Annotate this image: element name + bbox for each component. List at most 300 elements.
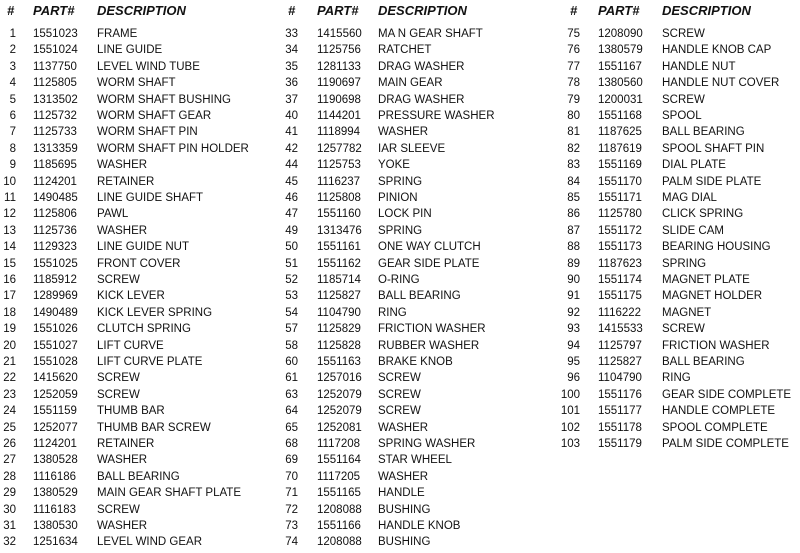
part-number: 1251634 [33, 536, 78, 549]
part-number: 1313476 [317, 224, 362, 237]
part-number: 1129323 [33, 241, 77, 254]
item-number: 40 [285, 110, 298, 122]
part-description: WORM SHAFT GEAR [97, 110, 212, 122]
item-number: 75 [567, 28, 580, 40]
part-description: HANDLE KNOB CAP [662, 44, 772, 57]
part-number: 1125827 [598, 356, 642, 368]
table-row [0, 108, 800, 124]
part-number: 1551023 [33, 28, 78, 40]
item-number: 96 [567, 372, 580, 385]
part-description: FRICTION WASHER [378, 323, 486, 336]
part-number: 1551162 [317, 257, 361, 270]
part-description: SCREW [97, 388, 140, 401]
part-description: FRICTION WASHER [662, 339, 770, 352]
item-number: 95 [567, 356, 580, 368]
item-number: 8 [9, 142, 16, 155]
part-number: 1551159 [33, 405, 77, 418]
item-number: 51 [285, 257, 298, 270]
part-description: MAGNET PLATE [662, 274, 750, 286]
item-number: 49 [285, 224, 298, 237]
header-description: DESCRIPTION [97, 3, 186, 18]
part-description: LINE GUIDE [97, 44, 163, 57]
part-number: 1125733 [33, 126, 77, 139]
part-number: 1125753 [317, 159, 361, 172]
part-description: WASHER [378, 421, 429, 434]
part-number: 1551027 [33, 339, 78, 352]
part-number: 1125797 [598, 339, 642, 352]
part-number: 1252079 [317, 405, 362, 418]
part-description: SCREW [662, 93, 705, 106]
part-description: WASHER [378, 470, 429, 483]
item-number: 10 [3, 175, 16, 188]
table-row [0, 288, 800, 304]
item-number: 86 [567, 208, 580, 221]
part-number: 1551161 [317, 241, 361, 254]
item-number: 26 [3, 438, 16, 450]
header-number: # [7, 3, 15, 18]
part-number: 1313359 [33, 142, 78, 155]
item-number: 37 [285, 93, 298, 106]
item-number: 15 [3, 257, 16, 270]
part-number: 1551176 [598, 388, 642, 401]
part-number: 1125732 [33, 110, 77, 122]
part-number: 1551026 [33, 323, 78, 336]
part-number: 1125756 [317, 44, 361, 57]
item-number: 73 [285, 520, 298, 532]
part-description: LIFT CURVE [97, 339, 164, 352]
part-number: 1187619 [598, 142, 642, 155]
part-description: FRAME [97, 28, 138, 40]
item-number: 12 [3, 208, 16, 221]
part-number: 1551172 [598, 224, 642, 237]
part-description: O-RING [378, 274, 420, 286]
part-description: WORM SHAFT BUSHING [97, 93, 231, 106]
part-description: KICK LEVER SPRING [97, 306, 213, 319]
part-number: 1551165 [317, 487, 361, 500]
part-description: WASHER [97, 520, 148, 532]
part-number: 1208088 [317, 503, 362, 516]
part-description: HANDLE NUT COVER [662, 77, 780, 90]
part-description: STAR WHEEL [378, 454, 452, 467]
item-number: 84 [567, 175, 580, 188]
part-number: 1252077 [33, 421, 78, 434]
item-number: 35 [285, 60, 298, 73]
item-number: 93 [567, 323, 580, 336]
item-number: 87 [567, 224, 580, 237]
part-number: 1125736 [33, 224, 77, 237]
item-number: 63 [285, 388, 298, 401]
table-row [0, 387, 800, 403]
part-number: 1104790 [598, 372, 642, 385]
part-number: 1380530 [33, 520, 78, 532]
part-number: 1190698 [317, 93, 361, 106]
part-description: MAGNET [662, 306, 712, 319]
item-number: 5 [9, 93, 16, 106]
item-number: 85 [567, 192, 580, 204]
part-number: 1252079 [317, 388, 362, 401]
part-number: 1551177 [598, 405, 642, 418]
part-number: 1380529 [33, 487, 78, 500]
item-number: 45 [285, 175, 298, 188]
part-description: WASHER [97, 454, 148, 467]
part-number: 1551179 [598, 438, 642, 450]
part-description: SPRING [378, 224, 423, 237]
part-number: 1125808 [317, 192, 361, 204]
part-description: DRAG WASHER [378, 60, 465, 73]
table-row [0, 420, 800, 436]
part-description: RING [662, 372, 691, 385]
item-number: 69 [285, 454, 298, 467]
part-number: 1125828 [317, 339, 361, 352]
item-number: 27 [3, 454, 16, 467]
table-row [0, 124, 800, 140]
part-description: PALM SIDE PLATE [662, 175, 762, 188]
item-number: 58 [285, 339, 298, 352]
part-number: 1490485 [33, 192, 78, 204]
part-description: KICK LEVER [97, 290, 165, 303]
part-description: BALL BEARING [97, 470, 180, 483]
table-row [0, 256, 800, 272]
item-number: 22 [3, 372, 16, 385]
item-number: 3 [9, 60, 16, 73]
part-description: MA N GEAR SHAFT [378, 28, 483, 40]
part-description: LINE GUIDE NUT [97, 241, 190, 254]
item-number: 100 [560, 388, 580, 401]
item-number: 74 [285, 536, 298, 549]
part-number: 1185695 [33, 159, 77, 172]
part-description: BEARING HOUSING [662, 241, 771, 254]
table-row [0, 321, 800, 337]
part-description: LEVEL WIND TUBE [97, 60, 200, 73]
header-number: # [288, 3, 296, 18]
item-number: 29 [3, 487, 16, 500]
part-number: 1137750 [33, 60, 77, 73]
item-number: 13 [3, 224, 16, 237]
part-description: DIAL PLATE [662, 159, 726, 172]
part-number: 1116186 [33, 470, 77, 483]
item-number: 28 [3, 470, 16, 483]
part-description: LEVEL WIND GEAR [97, 536, 203, 549]
item-number: 21 [3, 356, 16, 368]
part-description: YOKE [378, 159, 410, 172]
part-description: SPRING WASHER [378, 438, 476, 450]
item-number: 46 [285, 192, 298, 204]
part-description: MAIN GEAR SHAFT PLATE [97, 487, 241, 500]
part-description: SCREW [97, 372, 140, 385]
item-number: 83 [567, 159, 580, 172]
part-description: LIFT CURVE PLATE [97, 356, 203, 368]
table-row [0, 42, 800, 58]
item-number: 4 [9, 77, 16, 90]
part-description: SCREW [97, 274, 140, 286]
header-part-number: PART# [317, 3, 359, 18]
item-number: 54 [285, 306, 298, 319]
table-row [0, 305, 800, 321]
header-part-number: PART# [33, 3, 75, 18]
part-description: RATCHET [378, 44, 432, 57]
part-number: 1257016 [317, 372, 362, 385]
item-number: 64 [285, 405, 298, 418]
header-part-number: PART# [598, 3, 640, 18]
part-description: SPRING [662, 257, 707, 270]
item-number: 91 [567, 290, 580, 303]
part-description: GEAR SIDE PLATE [378, 257, 480, 270]
item-number: 101 [560, 405, 580, 418]
part-description: BRAKE KNOB [378, 356, 453, 368]
part-number: 1551167 [598, 60, 642, 73]
part-number: 1125806 [33, 208, 77, 221]
part-number: 1190697 [317, 77, 361, 90]
item-number: 24 [3, 405, 16, 418]
part-description: HANDLE NUT [662, 60, 736, 73]
table-row [0, 452, 800, 468]
part-description: RING [378, 306, 407, 319]
item-number: 65 [285, 421, 298, 434]
item-number: 92 [567, 306, 580, 319]
table-row [0, 338, 800, 354]
part-description: BUSHING [378, 536, 431, 549]
part-description: ONE WAY CLUTCH [378, 241, 481, 254]
part-description: MAIN GEAR [378, 77, 443, 90]
part-number: 1125829 [317, 323, 361, 336]
part-description: PINION [378, 192, 418, 204]
item-number: 88 [567, 241, 580, 254]
part-number: 1551178 [598, 421, 642, 434]
part-number: 1415620 [33, 372, 78, 385]
part-number: 1313502 [33, 93, 78, 106]
part-number: 1551171 [598, 192, 642, 204]
part-number: 1551164 [317, 454, 361, 467]
part-description: BALL BEARING [378, 290, 461, 303]
part-number: 1117205 [317, 470, 361, 483]
part-description: SCREW [378, 388, 421, 401]
item-number: 25 [3, 421, 16, 434]
part-number: 1124201 [33, 175, 77, 188]
item-number: 52 [285, 274, 298, 286]
part-description: HANDLE KNOB [378, 520, 461, 532]
item-number: 53 [285, 290, 298, 303]
header-description: DESCRIPTION [662, 3, 751, 18]
item-number: 68 [285, 438, 298, 450]
part-number: 1490489 [33, 306, 78, 319]
item-number: 34 [285, 44, 298, 57]
item-number: 70 [285, 470, 298, 483]
part-number: 1551168 [598, 110, 642, 122]
table-row [0, 534, 800, 550]
item-number: 30 [3, 503, 16, 516]
part-number: 1551174 [598, 274, 642, 286]
part-description: SPRING [378, 175, 423, 188]
part-description: HANDLE [378, 487, 425, 500]
item-number: 41 [285, 126, 298, 139]
item-number: 81 [567, 126, 580, 139]
part-number: 1551175 [598, 290, 642, 303]
part-description: FRONT COVER [97, 257, 181, 270]
part-number: 1380560 [598, 77, 643, 90]
part-number: 1117208 [317, 438, 361, 450]
item-number: 36 [285, 77, 298, 90]
item-number: 80 [567, 110, 580, 122]
part-description: SCREW [378, 405, 421, 418]
table-row [0, 157, 800, 173]
part-number: 1551025 [33, 257, 78, 270]
item-number: 90 [567, 274, 580, 286]
part-number: 1124201 [33, 438, 77, 450]
part-description: MAG DIAL [662, 192, 717, 204]
part-number: 1185714 [317, 274, 361, 286]
table-row [0, 92, 800, 108]
item-number: 9 [9, 159, 16, 172]
table-row [0, 518, 800, 534]
part-description: LINE GUIDE SHAFT [97, 192, 204, 204]
part-description: RETAINER [97, 175, 155, 188]
item-number: 7 [9, 126, 16, 139]
part-number: 1187623 [598, 257, 642, 270]
part-description: WORM SHAFT [97, 77, 176, 90]
item-number: 61 [285, 372, 298, 385]
part-description: RUBBER WASHER [378, 339, 480, 352]
part-number: 1116222 [598, 306, 642, 319]
part-number: 1380528 [33, 454, 78, 467]
item-number: 89 [567, 257, 580, 270]
part-description: SCREW [662, 28, 705, 40]
item-number: 18 [3, 306, 16, 319]
table-row [0, 370, 800, 386]
part-number: 1144201 [317, 110, 361, 122]
part-description: THUMB BAR [97, 405, 165, 418]
table-row [0, 59, 800, 75]
item-number: 20 [3, 339, 16, 352]
table-row [0, 174, 800, 190]
part-description: WASHER [97, 224, 148, 237]
part-number: 1551024 [33, 44, 78, 57]
part-number: 1208090 [598, 28, 643, 40]
item-number: 47 [285, 208, 298, 221]
table-row [0, 354, 800, 370]
part-number: 1200031 [598, 93, 643, 106]
item-number: 14 [3, 241, 16, 254]
part-number: 1185912 [33, 274, 77, 286]
part-description: WORM SHAFT PIN [97, 126, 198, 139]
item-number: 32 [3, 536, 16, 549]
part-description: HANDLE COMPLETE [662, 405, 776, 418]
part-description: BALL BEARING [662, 126, 745, 139]
table-row [0, 206, 800, 222]
table-row [0, 469, 800, 485]
item-number: 2 [9, 44, 16, 57]
item-number: 50 [285, 241, 298, 254]
part-number: 1187625 [598, 126, 642, 139]
table-row [0, 239, 800, 255]
table-row [0, 272, 800, 288]
header-number: # [570, 3, 578, 18]
part-number: 1281133 [317, 60, 361, 73]
item-number: 77 [567, 60, 580, 73]
item-number: 23 [3, 388, 16, 401]
part-description: SPOOL [662, 110, 702, 122]
part-number: 1252081 [317, 421, 362, 434]
item-number: 78 [567, 77, 580, 90]
item-number: 102 [560, 421, 580, 434]
part-description: BUSHING [378, 503, 431, 516]
part-description: CLICK SPRING [662, 208, 744, 221]
part-number: 1415560 [317, 28, 362, 40]
part-number: 1116237 [317, 175, 361, 188]
item-number: 72 [285, 503, 298, 516]
part-description: DRAG WASHER [378, 93, 465, 106]
item-number: 103 [560, 438, 580, 450]
part-description: PAWL [97, 208, 129, 221]
item-number: 71 [285, 487, 298, 500]
header-description: DESCRIPTION [378, 3, 467, 18]
part-description: PALM SIDE COMPLETE [662, 438, 789, 450]
part-number: 1551160 [317, 208, 361, 221]
part-number: 1116183 [33, 503, 77, 516]
part-number: 1551163 [317, 356, 361, 368]
part-number: 1104790 [317, 306, 361, 319]
item-number: 11 [4, 192, 16, 204]
part-number: 1118994 [317, 126, 361, 139]
part-description: SCREW [378, 372, 421, 385]
part-number: 1551166 [317, 520, 361, 532]
table-row [0, 436, 800, 452]
item-number: 60 [285, 356, 298, 368]
part-description: WASHER [97, 159, 148, 172]
part-number: 1380579 [598, 44, 643, 57]
item-number: 6 [9, 110, 16, 122]
part-number: 1551028 [33, 356, 78, 368]
part-number: 1125780 [598, 208, 642, 221]
part-description: SLIDE CAM [662, 224, 724, 237]
table-row [0, 223, 800, 239]
item-number: 44 [285, 159, 298, 172]
part-number: 1208088 [317, 536, 362, 549]
part-number: 1551169 [598, 159, 642, 172]
table-row [0, 26, 800, 42]
table-row [0, 502, 800, 518]
part-number: 1415533 [598, 323, 643, 336]
item-number: 31 [3, 520, 16, 532]
part-description: PRESSURE WASHER [378, 110, 495, 122]
part-description: SCREW [97, 503, 140, 516]
part-description: SPOOL SHAFT PIN [662, 142, 765, 155]
item-number: 17 [3, 290, 16, 303]
part-description: THUMB BAR SCREW [97, 421, 211, 434]
part-description: SCREW [662, 323, 705, 336]
item-number: 1 [9, 28, 16, 40]
part-number: 1252059 [33, 388, 78, 401]
part-description: RETAINER [97, 438, 155, 450]
part-description: CLUTCH SPRING [97, 323, 191, 336]
item-number: 33 [285, 28, 298, 40]
item-number: 94 [567, 339, 580, 352]
item-number: 82 [567, 142, 580, 155]
part-description: GEAR SIDE COMPLETE [662, 388, 792, 401]
table-row [0, 485, 800, 501]
part-description: WORM SHAFT PIN HOLDER [97, 142, 249, 155]
part-description: IAR SLEEVE [378, 142, 446, 155]
item-number: 16 [3, 274, 16, 286]
part-number: 1551170 [598, 175, 642, 188]
table-row [0, 141, 800, 157]
part-number: 1551173 [598, 241, 642, 254]
item-number: 76 [567, 44, 580, 57]
item-number: 42 [285, 142, 298, 155]
table-row [0, 190, 800, 206]
part-number: 1257782 [317, 142, 362, 155]
part-description: WASHER [378, 126, 429, 139]
item-number: 57 [285, 323, 298, 336]
